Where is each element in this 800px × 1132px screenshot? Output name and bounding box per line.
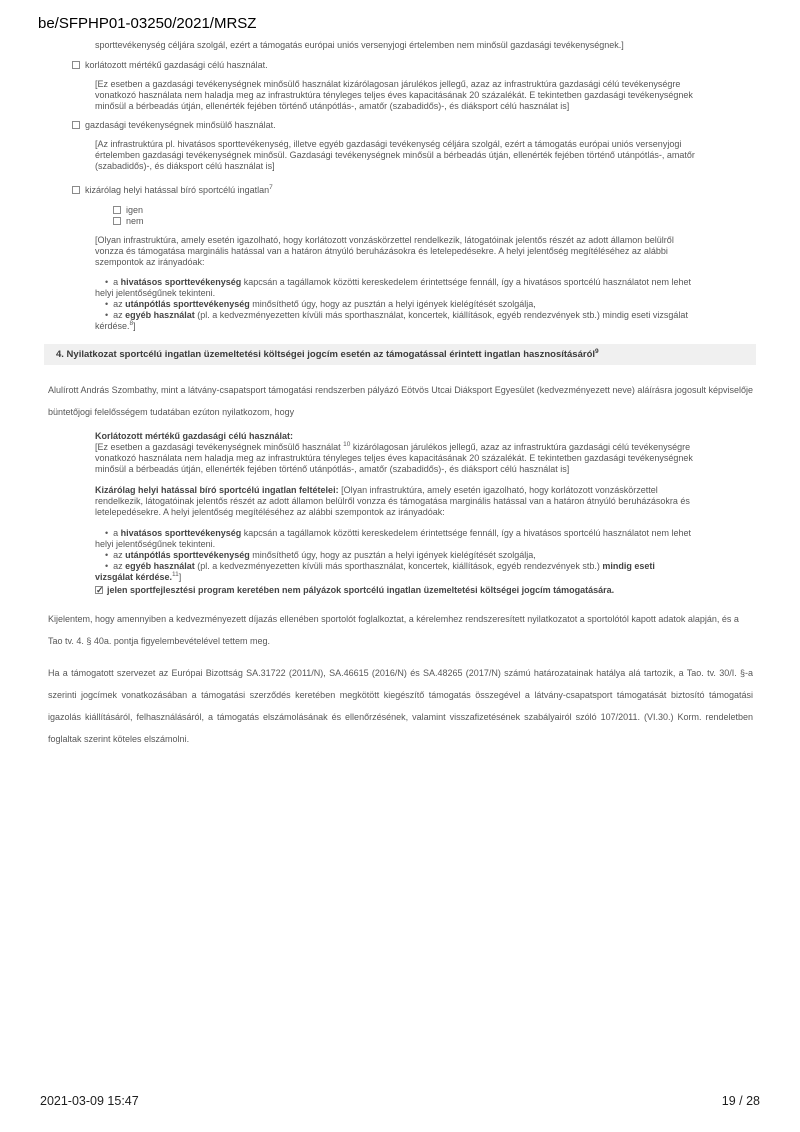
bullet-text: az (113, 550, 126, 560)
section-4-heading (44, 344, 756, 365)
option-no (113, 216, 800, 227)
bullet-text: ] (178, 572, 182, 582)
checkbox-unchecked-icon (113, 217, 121, 225)
section-4-body (95, 431, 695, 596)
list-item (95, 550, 695, 561)
bullet-text: ] (133, 321, 136, 331)
bullet-bold-text: hivatásos sporttevékenység (120, 277, 242, 287)
bullet-text: (pl. a kedvezményezetten kívüli más sporthasználat, koncertek, kiállítások, egyéb rendezvények stb.) mindig eseti vizsgálat kérdése. (95, 310, 688, 331)
option-economic-activity-use (72, 120, 800, 131)
limited-use-note (95, 442, 695, 475)
footnote-ref-9: 9 (595, 348, 599, 355)
option-limited-economic-use (72, 60, 800, 71)
bullet-text: az (113, 299, 126, 309)
list-item (95, 299, 695, 310)
bullet-bold-text: egyéb használat (125, 561, 195, 571)
option-label: igen (126, 205, 144, 215)
note-text: kizárólagosan járulékos jellegű, azaz az infrastruktúra gazdasági célú tevékenységre vonatkozó használata nem haladja meg az infrastruktúra tényleges teljes éves kapacitásának 20 százalékát. E tekintetben gazdasági tevékenységnek minősül a bérbeadás útján, ellenérték fejében történő utánpótlás-, amatőr (szabadidős)-, és diáksport célú használat is] (95, 442, 693, 474)
bullet-bold-text: utánpótlás sporttevékenység (125, 299, 250, 309)
list-item (95, 528, 695, 550)
criteria-list (95, 277, 695, 332)
option-local-impact-property (72, 185, 800, 196)
bullet-text: a (113, 277, 121, 287)
carryover-paragraph: sporttevékenység céljára szolgál, ezért a támogatás európai uniós versenyjogi értelemben nem minősül gazdasági tevékenységnek.] (95, 40, 624, 50)
footnote-ref-11: 11 (172, 571, 179, 578)
option-economic-activity-use-note: [Az infrastruktúra pl. hivatásos sporttevékenység, illetve egyéb gazdasági tevékenység céljára szolgál, ezért a támogatás európai uniós versenyjogi értelemben gazdasági tevékenységnek minősül. Gazdasági tevékenységnek minősül a bérbeadás útján, ellenérték fejében történő utánpótlás-, amatőr (szabadidős)-, és diáksport célú használat is] (95, 139, 695, 171)
option-label: kizárólag helyi hatással bíró sportcélú ingatlan (85, 185, 270, 195)
bullet-bold-text: mindig eseti vizsgálat kérdése. (95, 561, 655, 582)
footnote-ref-7: 7 (269, 184, 273, 191)
checkbox-checked-icon (95, 586, 103, 594)
note-text: [Olyan infrastruktúra, amely esetén igazolható, hogy korlátozott vonzáskörzettel rendelkezik, látogatóinak jelentős részét az adott államon belülről vonzza és támogatása marginális hatással van a határon átnyúló beruházásokra és letelepedésekre. A helyi jelentőség megítéléséhez az alábbi szempontok az irányadóak: (95, 485, 690, 517)
athlete-data-paragraph: Kijelentem, hogy amennyiben a kedvezményezett díjazás ellenében sportolót foglalkoztat, a kérelemhez rendszeresített nyilatkozatot a sportolótól kapott adatok alapján, és a Tao tv. 4. § 40a. pontja figyelembevételével tettem meg. (48, 614, 739, 646)
option-label: korlátozott mértékű gazdasági célú használat. (85, 60, 268, 70)
criteria-list (95, 528, 695, 583)
option-label: gazdasági tevékenységnek minősülő használat. (85, 120, 276, 130)
section-heading-text: 4. Nyilatkozat sportcélú ingatlan üzemeltetési költségei jogcím esetén az támogatással érintett ingatlan hasznosításáról (56, 349, 596, 360)
bullet-bold-text: egyéb használat (125, 310, 195, 320)
bullet-text: minősíthető úgy, hogy az pusztán a helyi igények kielégítését szolgálja, (249, 299, 536, 309)
no-application-declaration (95, 584, 695, 596)
eu-commission-paragraph: Ha a támogatott szervezet az Európai Bizottság SA.31722 (2011/N), SA.46615 (2016/N) és SA.48265 (2017/N) számú határozatainak hatálya alá tartozik, a Tao. tv. 30/I. §-a szerinti jogcímek vonatkozásában a támogatási szerződés keretében megkötött kiegészítő támogatás összegével a látvány-csapatsport támogatását biztosító támogatási igazolás kiállításáról, felhasználásáról, a támogatás elszámolásának és ellenőrzésének, valamint visszafizetésének szabályairól szóló 107/2011. (VI.30.) Korm. rendeletben foglaltak szerint köteles elszámolni. (48, 668, 753, 744)
bullet-text: minősíthető úgy, hogy az pusztán a helyi igények kielégítését szolgálja, (249, 550, 536, 560)
list-item (95, 310, 695, 332)
checkbox-unchecked-icon (113, 206, 121, 214)
footnote-ref-10: 10 (343, 441, 351, 448)
bullet-text: kapcsán a tagállamok közötti kereskedelem érintettsége fennáll, így a hivatásos sportcélú használatot nem lehet helyi jelentőségűnek tekinteni. (95, 528, 691, 549)
bullet-text: az (113, 561, 126, 571)
option-label: nem (126, 216, 144, 226)
checkbox-unchecked-icon (72, 121, 80, 129)
option-yes (113, 205, 800, 216)
document-id: be/SFPHP01-03250/2021/MRSZ (38, 15, 257, 32)
bullet-bold-text: hivatásos sporttevékenység (120, 528, 242, 538)
footnote-ref-8: 8 (129, 320, 134, 327)
bullet-bold-text: utánpótlás sporttevékenység (125, 550, 250, 560)
checkbox-unchecked-icon (72, 186, 80, 194)
footer-timestamp: 2021-03-09 15:47 (40, 1094, 139, 1108)
list-item (95, 561, 695, 583)
bullet-text: az (113, 310, 126, 320)
checkbox-unchecked-icon (72, 61, 80, 69)
declarant-intro-paragraph: Alulírott András Szombathy, mint a látvány-csapatsport támogatási rendszerben pályázó Eötvös Utcai Diáksport Egyesület (kedvezményezett neve) aláírásra jogosult képviselője büntetőjogi felelősségem tudatában ezúton nyilatkozom, hogy (48, 385, 753, 417)
option-limited-economic-use-note: [Ez esetben a gazdasági tevékenységnek minősülő használat kizárólagosan járulékos jellegű, azaz az infrastruktúra gazdasági célú tevékenységre vonatkozó használata nem haladja meg az infrastruktúra tényleges teljes éves kapacitásának 20 százalékát. E tekintetben gazdasági tevékenységnek minősül a bérbeadás útján, ellenérték fejében történő utánpótlás-, amatőr (szabadidős)-, és diáksport célú használat is] (95, 79, 693, 111)
limited-use-title: Korlátozott mértékű gazdasági célú használat: (95, 431, 294, 441)
bullet-text: kapcsán a tagállamok közötti kereskedelem érintettsége fennáll, így a hivatásos sportcélú használatot nem lehet helyi jelentőségűnek tekinteni. (95, 277, 691, 298)
local-conditions-note (95, 485, 695, 518)
declaration-text: jelen sportfejlesztési program keretében nem pályázok sportcélú ingatlan üzemeltetési költségei jogcím támogatására. (107, 585, 615, 595)
bullet-text: (pl. a kedvezményezetten kívüli más sporthasználat, koncertek, kiállítások, egyéb rendezvények stb.) (194, 561, 603, 571)
bullet-text: a (113, 528, 121, 538)
footer-page-indicator: 19 / 28 (721, 1094, 760, 1108)
local-impact-note: [Olyan infrastruktúra, amely esetén igazolható, hogy korlátozott vonzáskörzettel rendelkezik, látogatóinak jelentős részét az adott államon belülről vonzza és támogatása marginális hatással van a határon átnyúló beruházásokra és letelepedésekre. A helyi jelentőség megítéléséhez az alábbi szempontok az irányadóak: (95, 235, 674, 267)
local-conditions-title: Kizárólag helyi hatással bíró sportcélú ingatlan feltételei: (95, 485, 339, 495)
note-text: [Ez esetben a gazdasági tevékenységnek minősülő használat (95, 442, 344, 452)
list-item (95, 277, 695, 299)
